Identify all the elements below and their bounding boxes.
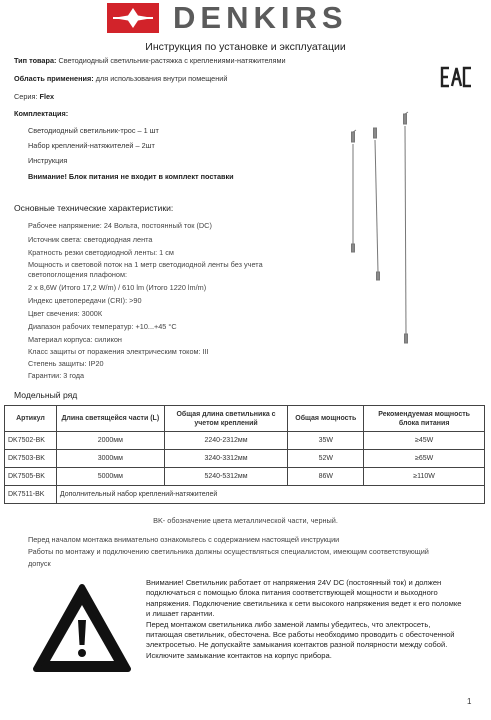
page-number: 1 [467,697,472,706]
kit-item: Набор креплений-натяжителей – 2шт [28,141,155,150]
column-header: Артикул [5,406,57,432]
product-illustration [330,110,480,360]
table-cell: 2240-2312мм [164,432,288,450]
table-cell: DK7511-BK [5,486,57,504]
series-label: Серия: [14,92,38,101]
spec-line: 2 х 8,6W (Итого 17,2 W/m) / 610 lm (Итого 1220 lm/m) [28,283,207,292]
table-cell: DK7505-BK [5,468,57,486]
column-header: Длина светящейся части (L) [56,406,164,432]
page-title: Инструкция по установке и эксплуатации [145,41,346,53]
table-cell: 5240-5312мм [164,468,288,486]
kit-item: Светодиодный светильник-трос – 1 шт [28,126,159,135]
column-header: Общая длина светильника с учетом креплений [164,406,288,432]
table-cell: ≥110W [364,468,485,486]
table-cell: 3240-3312мм [164,450,288,468]
instruction-line: Перед началом монтажа внимательно ознакомьтесь с содержанием настоящей инструкции [28,535,340,544]
model-range-table [4,405,485,504]
model-range-heading: Модельный ряд [14,390,78,400]
spec-line: Источник света: светодиодная лента [28,235,153,244]
product-type-line [14,56,286,65]
product-type-label: Тип товара: [14,56,57,65]
instruction-line: Работы по монтажу и подключению светильника должны осуществляться специалистом, имеющим соответствующий [28,547,429,556]
spec-line: Рабочее напряжение: 24 Вольта, постоянный ток (DC) [28,221,212,230]
table-cell: 52W [288,450,364,468]
table-cell: 35W [288,432,364,450]
table-cell: DK7503-BK [5,450,57,468]
specs-heading: Основные технические характеристики: [14,203,174,213]
application-line [14,74,227,83]
brand-name: DENKIRS [173,0,348,35]
table-row [5,486,485,504]
table-cell: ≥65W [364,450,485,468]
brand-mark-icon [107,3,159,33]
table-header-row [5,406,485,432]
spec-line: Степень защиты: IP20 [28,359,104,368]
application-value: для использования внутри помещений [95,74,228,83]
table-cell: 2000мм [56,432,164,450]
spec-line: Мощность и световой поток на 1 метр светодиодной ленты без учета [28,260,263,269]
table-cell: DK7502-BK [5,432,57,450]
warning-paragraph: Внимание! Светильник работает от напряжения 24V DC (постоянный ток) и должен подключаться с помощью блока питания соответствующей мощности и выходного напряжения. Подключение светильника к сети высокого напряжения ведет к его поломке и лишает гарантии. [146,578,462,619]
table-row [5,468,485,486]
column-header: Общая мощность [288,406,364,432]
warning-text [146,578,466,661]
table-row [5,432,485,450]
kit-label: Комплектация: [14,109,69,118]
spec-line: Материал корпуса: силикон [28,335,122,344]
kit-item: Инструкция [28,156,68,165]
spec-line: Гарантии: 3 года [28,371,85,380]
spec-line: Индекс цветопередачи (CRI): >90 [28,296,142,305]
table-row [5,450,485,468]
warning-paragraph: Перед монтажом светильника либо заменой лампы убедитесь, что электросеть, питающая светильник, обесточена. Все работы необходимо проводить с обесточенной электросетью. Не допускайте замыкания контактов разной полярности между собой. Исключите замыкание контактов на корпус прибора. [146,619,455,660]
product-type-value: Светодиодный светильник-растяжка с креплениями-натяжителями [58,56,286,65]
column-header: Рекомендуемая мощность блока питания [364,406,485,432]
application-label: Область применения: [14,74,94,83]
color-note: BK- обозначение цвета металлической части, черный. [153,516,338,525]
series-value: Flex [39,92,55,101]
table-cell: 3000мм [56,450,164,468]
spec-line: Диапазон рабочих температур: +10...+45 °С [28,322,177,331]
series-line [14,92,54,101]
warning-icon [32,583,132,675]
brand-logo [107,0,348,35]
spec-line: Цвет свечения: 3000К [28,309,103,318]
table-cell: Дополнительный набор креплений-натяжителей [56,486,484,504]
spec-line: светопоглощения плафоном: [28,270,128,279]
spec-line: Класс защиты от поражения электрическим током: III [28,347,209,356]
kit-warning: Внимание! Блок питания не входит в комплект поставки [28,172,234,181]
instruction-line: допуск [28,559,51,568]
eac-certification-icon [440,66,472,88]
table-cell: 5000мм [56,468,164,486]
table-cell: ≥45W [364,432,485,450]
table-cell: 86W [288,468,364,486]
spec-line: Кратность резки светодиодной ленты: 1 см [28,248,174,257]
